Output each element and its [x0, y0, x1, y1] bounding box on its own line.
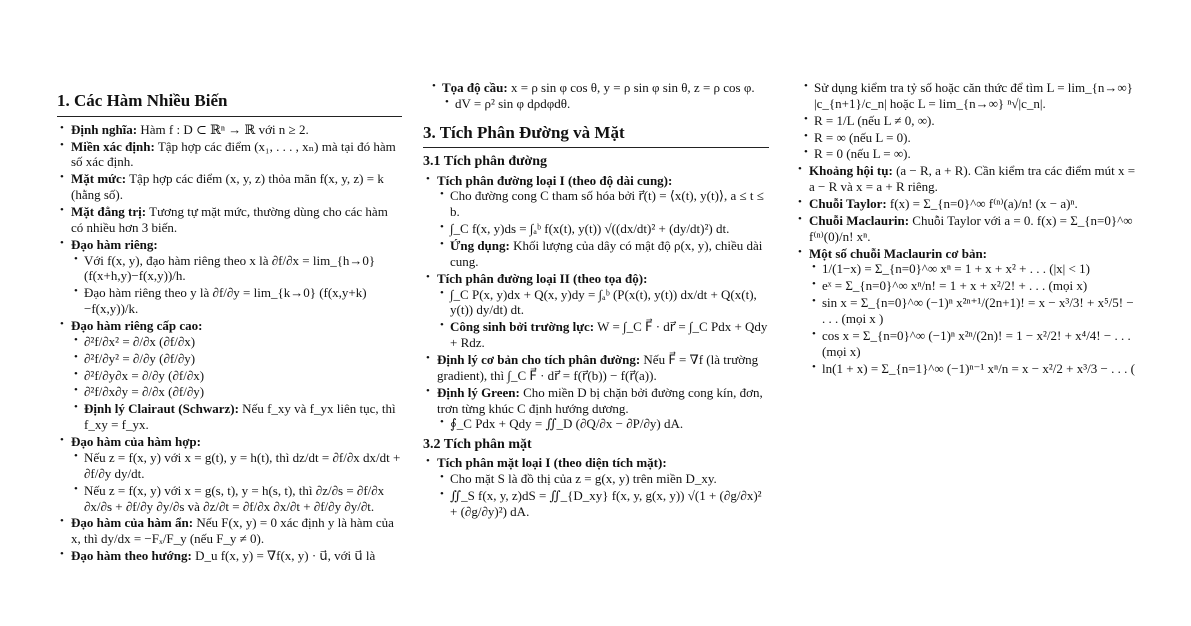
surface-integral-list	[423, 455, 769, 519]
column-2	[423, 80, 769, 521]
list-item: • Cho đường cong C tham số hóa bởi r⃗(t) = ⟨x(t), y(t)⟩, a ≤ t ≤ b.	[437, 188, 769, 220]
type1-list	[437, 188, 769, 269]
list-item	[57, 139, 402, 171]
list-item	[57, 318, 402, 433]
radius-list	[795, 80, 1140, 162]
list-item	[429, 80, 769, 112]
line-integral-list	[423, 173, 769, 433]
list-item: • ln(1 + x) = Σ_{n=1}^∞ (−1)ⁿ⁻¹ xⁿ/n = x − x²/2 + x³/3 − . . . (	[809, 361, 1140, 377]
section-title-functions: 1. Các Hàm Nhiều Biến	[57, 91, 402, 117]
item-text: D_u f(x, y) = ∇f(x, y) · u⃗, với u⃗ là	[195, 548, 376, 564]
spherical-list	[423, 80, 769, 112]
functions-list	[57, 122, 402, 564]
dv-list	[442, 96, 769, 112]
list-item: • R = 1/L (nếu L ≠ 0, ∞).	[801, 113, 1140, 129]
item-text: Tập hợp các điểm (x, y, z) thỏa mãn f(x, y, z) = k (hằng số).	[71, 171, 384, 203]
list-item	[57, 204, 402, 236]
item-label: Tích phân đường loại II (theo tọa độ):	[437, 270, 648, 286]
item-text: Nếu F⃗ = ∇f (là trường gradient), thì ∫_C F⃗ · dr⃗ = f(r⃗(b)) − f(r⃗(a)).	[437, 351, 759, 383]
column-1	[57, 91, 402, 565]
list-item	[423, 173, 769, 270]
item-label: Đạo hàm riêng:	[71, 236, 158, 252]
higher-derivative-list	[71, 334, 402, 433]
list-item: • ∂²f/∂x² = ∂/∂x (∂f/∂x)	[71, 334, 402, 350]
item-text: Tập hợp các điểm (x₁, . . . , xₙ) mà tại đó hàm số xác định.	[71, 138, 396, 170]
list-item: • R = 0 (nếu L = ∞).	[801, 146, 1140, 162]
list-item: • ∫_C f(x, y)ds = ∫ₐᵇ f(x(t), y(t)) √((dx/dt)² + (dy/dt)²) dt.	[437, 221, 769, 237]
list-item: • Cho mặt S là đồ thị của z = g(x, y) trên miền D_xy.	[437, 471, 769, 487]
list-item	[423, 352, 769, 384]
list-item: • sin x = Σ_{n=0}^∞ (−1)ⁿ x²ⁿ⁺¹/(2n+1)! = x − x³/3! + x⁵/5! − . . . (mọi x )	[809, 295, 1140, 327]
item-label: Đạo hàm của hàm hợp:	[71, 434, 201, 450]
item-label: Công sinh bởi trường lực:	[450, 319, 595, 335]
item-label: Đạo hàm theo hướng:	[71, 548, 192, 564]
section-title-line-surface: 3. Tích Phân Đường và Mặt	[423, 123, 769, 149]
item-label: Đạo hàm của hàm ẩn:	[71, 515, 194, 531]
list-item	[57, 171, 402, 203]
item-text: W = ∫_C F⃗ · dr⃗ = ∫_C Pdx + Qdy + Rdz.	[450, 319, 768, 351]
item-label: Chuỗi Taylor:	[809, 196, 887, 212]
list-item	[795, 246, 1140, 377]
list-item: • Nếu z = f(x, y) với x = g(t), y = h(t), thì dz/dt = ∂f/∂x dx/dt + ∂f/∂y dy/dt.	[71, 450, 402, 482]
item-label: Định lý cơ bản cho tích phân đường:	[437, 351, 641, 367]
list-item: • ∬_S f(x, y, z)dS = ∬_{D_xy} f(x, y, g(x, y)) √(1 + (∂g/∂x)² + (∂g/∂y)²) dA.	[437, 488, 769, 520]
type2-list	[437, 287, 769, 351]
list-item	[423, 455, 769, 519]
item-text: Cho miền D bị chặn bởi đường cong kín, đơn, trơn từng khúc C định hướng dương.	[437, 384, 763, 416]
list-item	[423, 271, 769, 351]
item-label: Tọa độ cầu:	[442, 80, 508, 95]
list-item	[423, 385, 769, 433]
item-text: Nếu F(x, y) = 0 xác định y là hàm của x, thì dy/dx = −Fₓ/F_y (nếu F_y ≠ 0).	[71, 515, 394, 547]
subsection-title-surface: 3.2 Tích phân mặt	[423, 437, 532, 453]
item-label: Tích phân mặt loại I (theo diện tích mặt):	[437, 455, 667, 471]
list-item	[57, 515, 402, 547]
composite-list	[71, 450, 402, 514]
list-item	[437, 238, 769, 270]
item-label: Chuỗi Maclaurin:	[809, 212, 910, 228]
item-label: Khoảng hội tụ:	[809, 163, 893, 179]
basic-series-list	[809, 261, 1140, 376]
green-list	[437, 416, 769, 432]
list-item: • Đạo hàm riêng theo y là ∂f/∂y = lim_{k→0} (f(x,y+k)−f(x,y))/k.	[71, 285, 402, 317]
list-item: • ∂²f/∂y² = ∂/∂y (∂f/∂y)	[71, 351, 402, 367]
list-item	[57, 122, 402, 138]
list-item: • ∮_C Pdx + Qdy = ∬_D (∂Q/∂x − ∂P/∂y) dA.	[437, 416, 769, 432]
list-item: • ∂²f/∂y∂x = ∂/∂y (∂f/∂x)	[71, 368, 402, 384]
item-text: (a − R, a + R). Cần kiểm tra các điểm mút x = a − R và x = a + R riêng.	[809, 163, 1136, 195]
item-text: Tương tự mặt mức, thường dùng cho các hàm có nhiều hơn 3 biến.	[71, 204, 388, 235]
item-text: Khối lượng của dây có mật độ ρ(x, y), chiều dài cung.	[450, 237, 763, 269]
list-item: • 1/(1−x) = Σ_{n=0}^∞ xⁿ = 1 + x + x² + . . . (|x| < 1)	[809, 261, 1140, 277]
list-item: • Sử dụng kiểm tra tỷ số hoặc căn thức để tìm L = lim_{n→∞} |c_{n+1}/c_n| hoặc L = lim_{n→∞} ⁿ√|c_n|.	[801, 80, 1140, 112]
item-label: Đạo hàm riêng cấp cao:	[71, 318, 203, 334]
list-item: • ∂²f/∂x∂y = ∂/∂x (∂f/∂y)	[71, 384, 402, 400]
item-text: Chuỗi Taylor với a = 0. f(x) = Σ_{n=0}^∞ f⁽ⁿ⁾(0)/n! xⁿ.	[809, 212, 1133, 244]
item-text: f(x) = Σ_{n=0}^∞ f⁽ⁿ⁾(a)/n! (x − a)ⁿ.	[889, 196, 1078, 212]
item-text: x = ρ sin φ cos θ, y = ρ sin φ sin θ, z = ρ cos φ.	[510, 80, 755, 95]
list-item	[71, 401, 402, 433]
partial-derivative-list	[71, 253, 402, 317]
list-item: • dV = ρ² sin φ dρdφdθ.	[442, 96, 769, 112]
list-item: • ∫_C P(x, y)dx + Q(x, y)dy = ∫ₐᵇ (P(x(t), y(t)) dx/dt + Q(x(t), y(t)) dy/dt) dt.	[437, 287, 769, 319]
series-list	[795, 163, 1140, 376]
list-item: • R = ∞ (nếu L = 0).	[801, 130, 1140, 146]
item-label: Định lý Green:	[437, 384, 520, 400]
list-item	[57, 237, 402, 317]
list-item	[795, 213, 1140, 245]
item-label: Định lý Clairaut (Schwarz):	[84, 401, 239, 417]
list-item: • Nếu z = f(x, y) với x = g(s, t), y = h(s, t), thì ∂z/∂s = ∂f/∂x ∂x/∂s + ∂f/∂y ∂y/∂s và ∂z/∂t = ∂f/∂x ∂x/∂t + ∂f/∂y ∂y/∂t.	[71, 483, 402, 515]
item-label: Ứng dụng:	[450, 237, 510, 253]
list-item	[57, 434, 402, 514]
item-label: Mặt đẳng trị:	[71, 204, 147, 220]
item-text: Nếu f_xy và f_yx liên tục, thì f_xy = f_yx.	[84, 401, 396, 433]
list-item: • eˣ = Σ_{n=0}^∞ xⁿ/n! = 1 + x + x²/2! + . . . (mọi x)	[809, 278, 1140, 294]
spacer	[423, 113, 769, 123]
surface-type1-list	[437, 471, 769, 520]
column-3	[795, 80, 1140, 377]
item-label: Mặt mức:	[71, 171, 127, 187]
item-text: Hàm f : D ⊂ ℝⁿ → ℝ với n ≥ 2.	[140, 121, 309, 137]
list-item	[57, 548, 402, 564]
item-label: Miền xác định:	[71, 138, 155, 154]
list-item	[437, 319, 769, 351]
list-item	[795, 163, 1140, 195]
item-label: Tích phân đường loại I (theo độ dài cung):	[437, 172, 673, 188]
subsection-title-line: 3.1 Tích phân đường	[423, 154, 548, 170]
list-item: • Với f(x, y), đạo hàm riêng theo x là ∂f/∂x = lim_{h→0} (f(x+h,y)−f(x,y))/h.	[71, 253, 402, 285]
item-label: Một số chuỗi Maclaurin cơ bản:	[809, 245, 988, 261]
list-item: • cos x = Σ_{n=0}^∞ (−1)ⁿ x²ⁿ/(2n)! = 1 − x²/2! + x⁴/4! − . . . (mọi x)	[809, 328, 1140, 360]
item-label: Định nghĩa:	[71, 121, 138, 137]
list-item	[795, 196, 1140, 212]
